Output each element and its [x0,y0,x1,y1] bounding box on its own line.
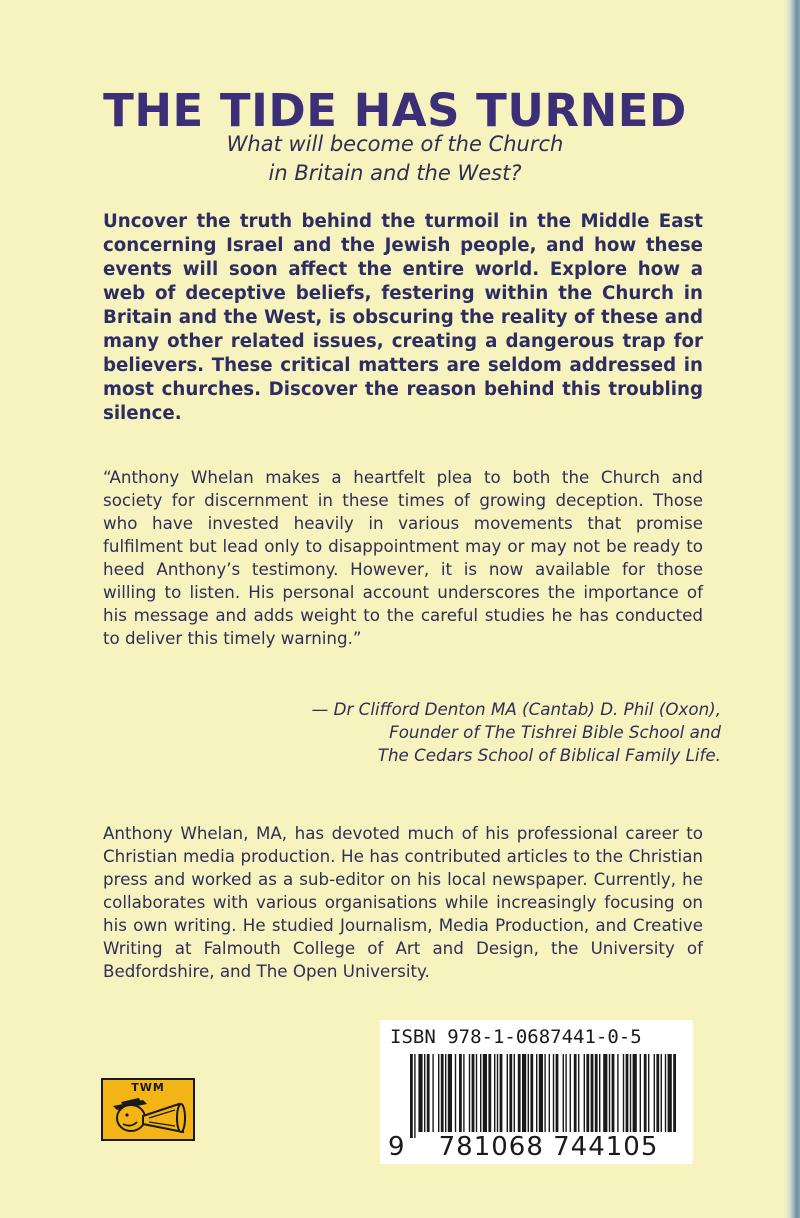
isbn-label: ISBN 978-1-0687441-0-5 [390,1026,642,1048]
barcode-number-rest: 781068 744105 [416,1132,681,1162]
subtitle-line-1: What will become of the Church [226,132,564,156]
isbn-barcode [380,1020,693,1164]
barcode-number-first: 9 [388,1132,405,1162]
author-bio: Anthony Whelan, MA, has devoted much of his professional career to Christian media production. He has contributed articles to the Christian press and worked as a sub-editor on his local newspaper. Currently, he collaborates with various organisations while increasingly focusing on his own writing. He studied Journalism, Media Production, and Creative Writing at Falmouth College of Art and Design, the University of Bedfordshire, and The Open University. [103,823,703,981]
barcode-number [380,1132,680,1162]
attribution-line-1: — Dr Clifford Denton MA (Cantab) D. Phil (Oxon), [311,699,721,719]
endorsement-attribution [103,698,721,767]
attribution-line-2: Founder of The Tishrei Bible School and [389,722,721,742]
book-title: THE TIDE HAS TURNED [103,84,687,137]
attribution-line-3: The Cedars School of Biblical Family Life. [377,745,721,765]
barcode-bars [410,1054,680,1138]
endorsement-quote: “Anthony Whelan makes a heartfelt plea to both the Church and society for discernment in these times of growing deception. Those who have invested heavily in various movements that promise fulfilment but lead only to disappointment may or may not be ready to heed Anthony’s testimony. However, it is now available for those willing to listen. His personal account underscores the importance of his message and adds weight to the careful studies he has conducted to deliver this timely warning.” [103,467,703,648]
book-subtitle [0,130,790,188]
book-blurb: Uncover the truth behind the turmoil in the Middle East concerning Israel and the Jewish people, and how these events will soon affect the entire world. Explore how a web of deceptive beliefs, festering within the Church in Britain and the West, is obscuring the reality of these and many other related issues, creating a dangerous trap for believers. These critical matters are seldom addressed in most churches. Discover the reason behind this troubling silence. [103,211,703,424]
publisher-logo [101,1078,195,1141]
subtitle-line-2: in Britain and the West? [268,161,522,185]
megaphone-figure-icon [103,1080,193,1139]
publisher-logo-text: TWM [131,1081,165,1094]
